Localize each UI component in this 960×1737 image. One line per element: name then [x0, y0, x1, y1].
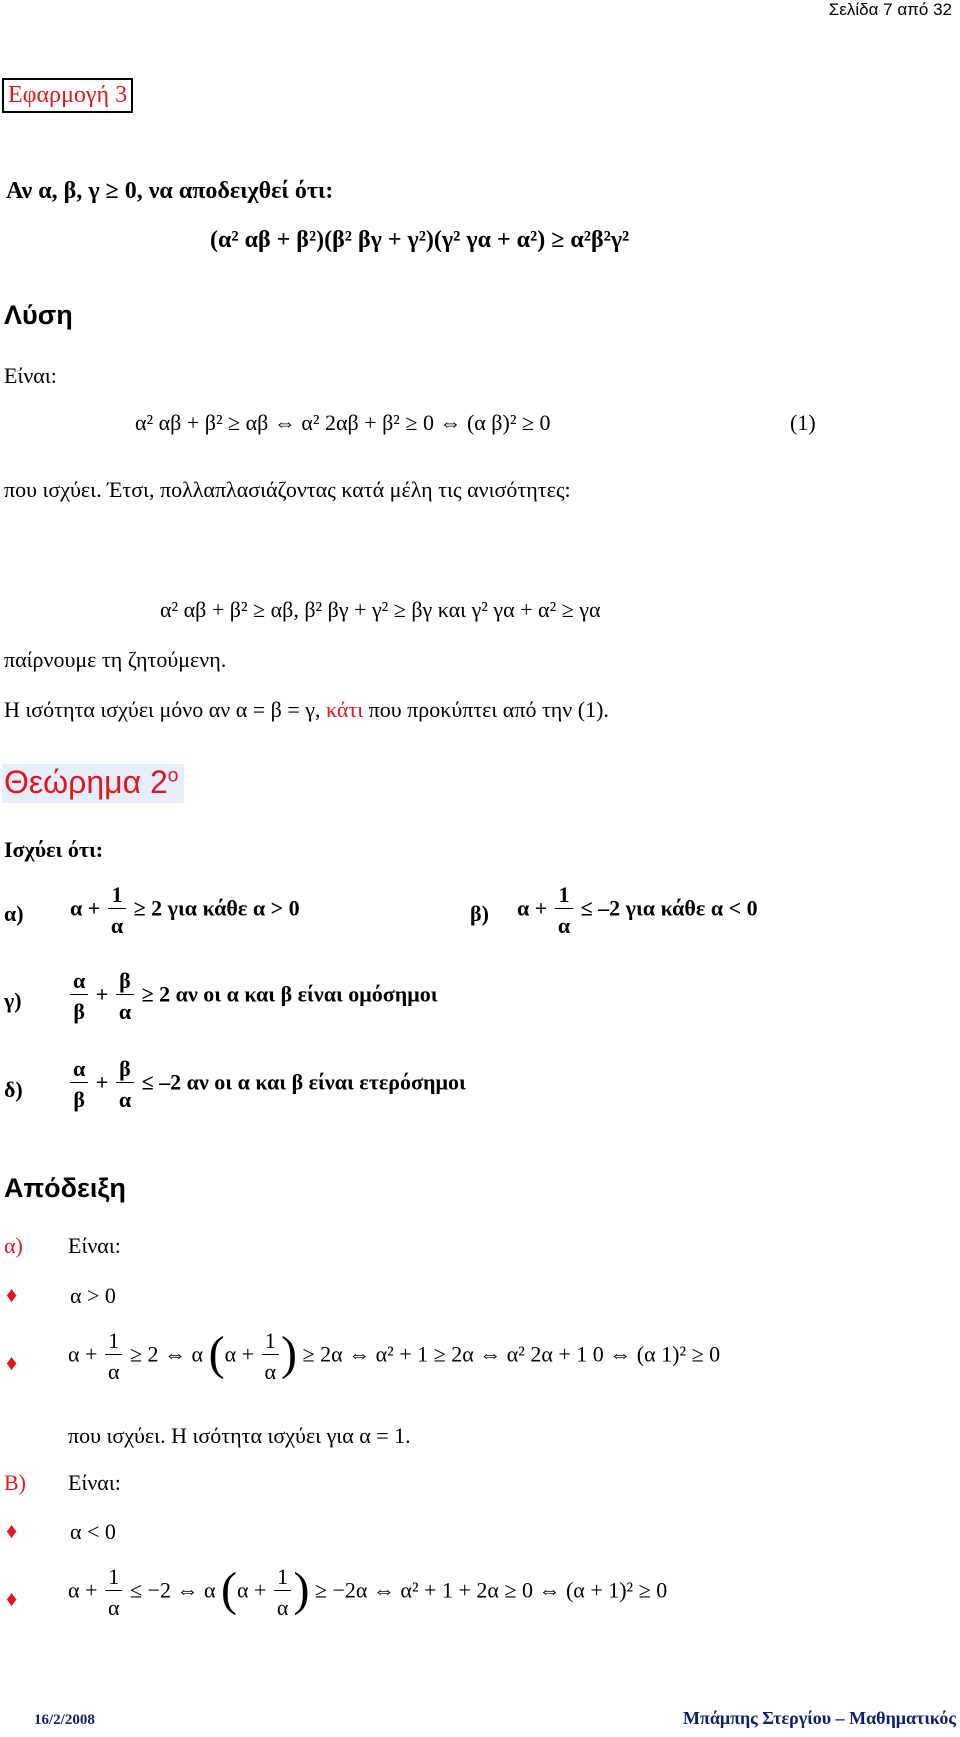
proof-title: Απόδειξη [4, 1173, 126, 1203]
theorem-a-expr [70, 884, 300, 937]
theorem-a-den: α [110, 913, 124, 938]
theorem-g-d1: β [73, 999, 85, 1024]
theorem-d-right: ≤ –2 αν οι α και β είναι ετερόσημοι [141, 1069, 466, 1095]
theorem-g-expr [68, 970, 438, 1023]
proof-a-intro: Είναι: [68, 1233, 121, 1258]
diamond-icon: ♦ [6, 1350, 18, 1375]
equality-text-a: Η ισότητα ισχύει μόνο αν α = β = γ, [4, 697, 321, 722]
theorem-d-d1: β [73, 1087, 85, 1112]
proof-a-s4: ≥ 2α ⇔ α² + 1 ≥ 2α ⇔ α² 2α + 1 0 ⇔ (α 1)² ≥ 0 [302, 1341, 721, 1367]
proof-a-frac2-den: α [264, 1359, 277, 1384]
solution-holds: που ισχύει. Έτσι, πολλαπλασιάζοντας κατά μέλη τις ανισότητες: [4, 477, 571, 502]
proof-a-frac1 [105, 1330, 123, 1383]
proof-b-frac1 [105, 1566, 123, 1619]
proof-b-frac2-num: 1 [274, 1566, 292, 1591]
proof-b-s4: ≥ −2α ⇔ α² + 1 + 2α ≥ 0 ⇔ (α + 1)² ≥ 0 [314, 1577, 668, 1603]
theorem-d-label: δ) [4, 1077, 23, 1102]
equality-text-b: που προκύπτει από την (1). [368, 697, 609, 722]
proof-a-frac2-num: 1 [262, 1330, 280, 1355]
proof-a-s2: ≥ 2 ⇔ α [129, 1341, 204, 1367]
theorem-g-plus: + [95, 981, 109, 1007]
solution-result: παίρνουμε τη ζητούμενη. [4, 647, 227, 672]
equation-number: (1) [790, 410, 816, 435]
theorem-title [2, 764, 184, 803]
proof-a-paren-open: ( [208, 1326, 225, 1380]
theorem-a-num: 1 [108, 884, 126, 909]
footer-author: Μπάμπης Στεργίου – Μαθηματικός [683, 1708, 956, 1728]
theorem-d-frac2 [116, 1058, 134, 1111]
theorem-a-right: ≥ 2 για κάθε α > 0 [133, 895, 300, 921]
theorem-d-n1: α [70, 1058, 88, 1083]
solution-three-inequalities: α² αβ + β² ≥ αβ, β² βγ + γ² ≥ βγ και γ² γα + α² ≥ γα [160, 597, 601, 622]
proof-b-frac2 [274, 1566, 292, 1619]
theorem-title-text: Θεώρημα 2 [4, 764, 168, 800]
theorem-b-expr [517, 884, 758, 937]
theorem-g-label: γ) [4, 988, 22, 1013]
theorem-b-right: ≤ –2 για κάθε α < 0 [580, 895, 758, 921]
solution-intro: Είναι: [4, 363, 57, 388]
theorem-holds: Ισχύει ότι: [4, 837, 104, 862]
proof-a-holds: που ισχύει. Η ισότητα ισχύει για α = 1. [68, 1423, 411, 1448]
theorem-a-label: α) [4, 901, 24, 926]
theorem-g-n1: α [70, 970, 88, 995]
theorem-g-d2: α [118, 999, 132, 1024]
theorem-title-sup: ο [167, 765, 179, 787]
proof-a-s3: α + [224, 1341, 254, 1367]
equality-text-red: κάτι [325, 697, 364, 722]
theorem-a-left: α + [70, 895, 101, 921]
proof-b-s1: α + [68, 1577, 98, 1603]
solution-equivalence: α² αβ + β² ≥ αβ ⇔ α² 2αβ + β² ≥ 0 ⇔ (α β)² ≥ 0 [135, 410, 551, 435]
theorem-g-frac1 [70, 970, 88, 1023]
proof-b-paren-close: ) [293, 1562, 310, 1616]
solution-title: Λύση [4, 300, 73, 330]
proof-a-label: α) [4, 1233, 23, 1258]
theorem-d-d2: α [118, 1087, 132, 1112]
theorem-d-plus: + [95, 1069, 109, 1095]
proof-a-frac2 [262, 1330, 280, 1383]
proof-a-frac1-den: α [107, 1359, 120, 1384]
proof-b-paren-open: ( [220, 1562, 237, 1616]
proof-b-steps [68, 1562, 668, 1620]
proof-b-frac2-den: α [276, 1595, 289, 1620]
theorem-g-frac2 [116, 970, 134, 1023]
application-inequality: (α² αβ + β²)(β² βγ + γ²)(γ² γα + α²) ≥ α²β²γ² [210, 227, 630, 253]
proof-b-frac1-num: 1 [105, 1566, 123, 1591]
theorem-b-den: α [557, 913, 571, 938]
theorem-b-left: α + [517, 895, 548, 921]
theorem-b-label: β) [470, 901, 489, 926]
theorem-g-right: ≥ 2 αν οι α και β είναι ομόσημοι [141, 981, 438, 1007]
proof-a-frac1-num: 1 [105, 1330, 123, 1355]
proof-b-frac1-den: α [107, 1595, 120, 1620]
theorem-b-fraction [555, 884, 573, 937]
solution-equality [4, 697, 609, 723]
theorem-d-expr [68, 1058, 466, 1111]
proof-a-s1: α + [68, 1341, 98, 1367]
theorem-b-num: 1 [555, 884, 573, 909]
proof-b-intro: Είναι: [68, 1470, 121, 1495]
proof-a-steps [68, 1326, 721, 1384]
proof-b-label: Β) [4, 1470, 26, 1495]
application-label: Εφαρμογή 3 [2, 78, 133, 113]
theorem-g-n2: β [116, 970, 134, 995]
footer-date: 16/2/2008 [34, 1712, 95, 1728]
proof-b-s3: α + [236, 1577, 267, 1603]
theorem-a-fraction [108, 884, 126, 937]
theorem-d-frac1 [70, 1058, 88, 1111]
diamond-icon: ♦ [6, 1586, 18, 1611]
proof-b-s2: ≤ −2 ⇔ α [129, 1577, 216, 1603]
theorem-d-n2: β [116, 1058, 134, 1083]
page-number: Σελίδα 7 από 32 [828, 0, 952, 19]
application-problem: Αν α, β, γ ≥ 0, να αποδειχθεί ότι: [6, 178, 334, 204]
diamond-icon: ♦ [6, 1518, 18, 1543]
proof-b-condition: α < 0 [70, 1519, 116, 1544]
proof-a-paren-close: ) [281, 1326, 298, 1380]
diamond-icon: ♦ [6, 1282, 18, 1307]
proof-a-condition: α > 0 [70, 1283, 116, 1308]
